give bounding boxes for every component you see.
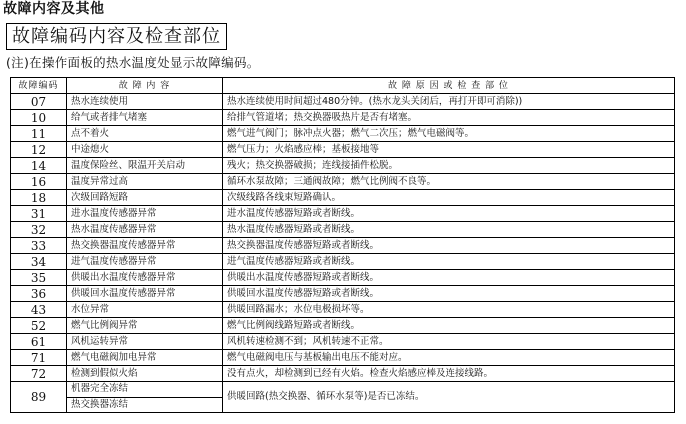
fault-content-line: 热交换器冻结 xyxy=(67,397,222,412)
fault-content: 进气温度传感器异常 xyxy=(67,254,223,270)
fault-cause: 循环水泵故障；三通阀故障；燃气比例阀不良等。 xyxy=(223,174,675,190)
fault-code: 16 xyxy=(11,174,67,190)
fault-content: 热水温度传感器异常 xyxy=(67,222,223,238)
fault-code: 33 xyxy=(11,238,67,254)
fault-cause: 进气温度传感器短路或者断线。 xyxy=(223,254,675,270)
fault-content: 检测到假似火焰 xyxy=(67,366,223,382)
fault-content: 热水连续使用 xyxy=(67,94,223,110)
section-title: 故障编码内容及检查部位 xyxy=(6,23,227,50)
fault-content xyxy=(67,382,223,413)
fault-code: 12 xyxy=(11,142,67,158)
fault-cause: 燃气比例阀线路短路或者断线。 xyxy=(223,318,675,334)
header-content: 故 障 内 容 xyxy=(67,78,223,94)
fault-content: 温度保险丝、限温开关启动 xyxy=(67,158,223,174)
table-row xyxy=(11,142,675,158)
fault-cause: 燃气压力；火焰感应棒；基板接地等 xyxy=(223,142,675,158)
fault-cause: 残火；热交换器破损；连线接插件松脱。 xyxy=(223,158,675,174)
fault-code: 31 xyxy=(11,206,67,222)
table-row xyxy=(11,158,675,174)
fault-cause: 进水温度传感器短路或者断线。 xyxy=(223,206,675,222)
fault-content-line: 机器完全冻结 xyxy=(71,383,129,394)
fault-content: 温度异常过高 xyxy=(67,174,223,190)
fault-code: 61 xyxy=(11,334,67,350)
fault-content: 热交换器温度传感器异常 xyxy=(67,238,223,254)
table-header-row xyxy=(11,78,675,94)
fault-code-table xyxy=(10,77,675,413)
fault-code: 36 xyxy=(11,286,67,302)
fault-content: 水位异常 xyxy=(67,302,223,318)
fault-cause: 热水温度传感器短路或者断线。 xyxy=(223,222,675,238)
fault-cause: 供暖回水温度传感器短路或者断线。 xyxy=(223,286,675,302)
fault-code: 89 xyxy=(11,382,67,413)
fault-content: 供暖回水温度传感器异常 xyxy=(67,286,223,302)
fault-content: 燃气比例阀异常 xyxy=(67,318,223,334)
fault-code: 14 xyxy=(11,158,67,174)
table-row xyxy=(11,110,675,126)
table-row xyxy=(11,334,675,350)
table-row xyxy=(11,302,675,318)
fault-cause: 燃气电磁阀电压与基板输出电压不能对应。 xyxy=(223,350,675,366)
page-heading: 故障内容及其他 xyxy=(3,1,105,17)
fault-code: 18 xyxy=(11,190,67,206)
fault-code: 52 xyxy=(11,318,67,334)
fault-cause: 热交换器温度传感器短路或者断线。 xyxy=(223,238,675,254)
table-row xyxy=(11,254,675,270)
table-row xyxy=(11,206,675,222)
fault-content: 中途熄火 xyxy=(67,142,223,158)
table-row xyxy=(11,238,675,254)
fault-code: 71 xyxy=(11,350,67,366)
display-note: (注)在操作面板的热水温度处显示故障编码。 xyxy=(6,55,260,70)
fault-code: 10 xyxy=(11,110,67,126)
table-row xyxy=(11,270,675,286)
table-row xyxy=(11,350,675,366)
fault-cause: 给排气管道堵；热交换器吸热片是否有堵塞。 xyxy=(223,110,675,126)
table-row xyxy=(11,126,675,142)
fault-rows xyxy=(11,94,675,382)
header-cause: 故 障 原 因 或 检 查 部 位 xyxy=(223,78,675,94)
fault-content: 燃气电磁阀加电异常 xyxy=(67,350,223,366)
fault-code: 32 xyxy=(11,222,67,238)
fault-content: 供暖出水温度传感器异常 xyxy=(67,270,223,286)
last-fault-group xyxy=(11,382,675,413)
table-row xyxy=(11,382,675,413)
fault-code: 34 xyxy=(11,254,67,270)
table-row xyxy=(11,174,675,190)
table-row xyxy=(11,286,675,302)
fault-content: 进水温度传感器异常 xyxy=(67,206,223,222)
fault-cause: 热水连续使用时间超过480分钟。(热水龙头关闭后，再打开即可消除)) xyxy=(223,94,675,110)
table-row xyxy=(11,366,675,382)
fault-content: 风机运转异常 xyxy=(67,334,223,350)
fault-cause: 供暖出水温度传感器短路或者断线。 xyxy=(223,270,675,286)
fault-cause: 风机转速检测不到；风机转速不正常。 xyxy=(223,334,675,350)
fault-cause: 没有点火，却检测到已经有火焰。检查火焰感应棒及连接线路。 xyxy=(223,366,675,382)
fault-cause: 次级线路各线束短路确认。 xyxy=(223,190,675,206)
fault-content: 次级回路短路 xyxy=(67,190,223,206)
fault-code: 43 xyxy=(11,302,67,318)
fault-cause: 供暖回路漏水；水位电极损坏等。 xyxy=(223,302,675,318)
table-row xyxy=(11,94,675,110)
fault-content: 给气或者排气堵塞 xyxy=(67,110,223,126)
fault-code: 72 xyxy=(11,366,67,382)
table-row xyxy=(11,318,675,334)
table-row xyxy=(11,190,675,206)
fault-code: 11 xyxy=(11,126,67,142)
fault-content: 点不着火 xyxy=(67,126,223,142)
table-row xyxy=(11,222,675,238)
fault-cause: 燃气进气阀门；脉冲点火器；燃气二次压；燃气电磁阀等。 xyxy=(223,126,675,142)
fault-cause: 供暖回路(热交换器、循环水泵等)是否已冻结。 xyxy=(223,382,675,413)
header-code: 故障编码 xyxy=(11,78,67,94)
fault-code: 35 xyxy=(11,270,67,286)
fault-code: 07 xyxy=(11,94,67,110)
